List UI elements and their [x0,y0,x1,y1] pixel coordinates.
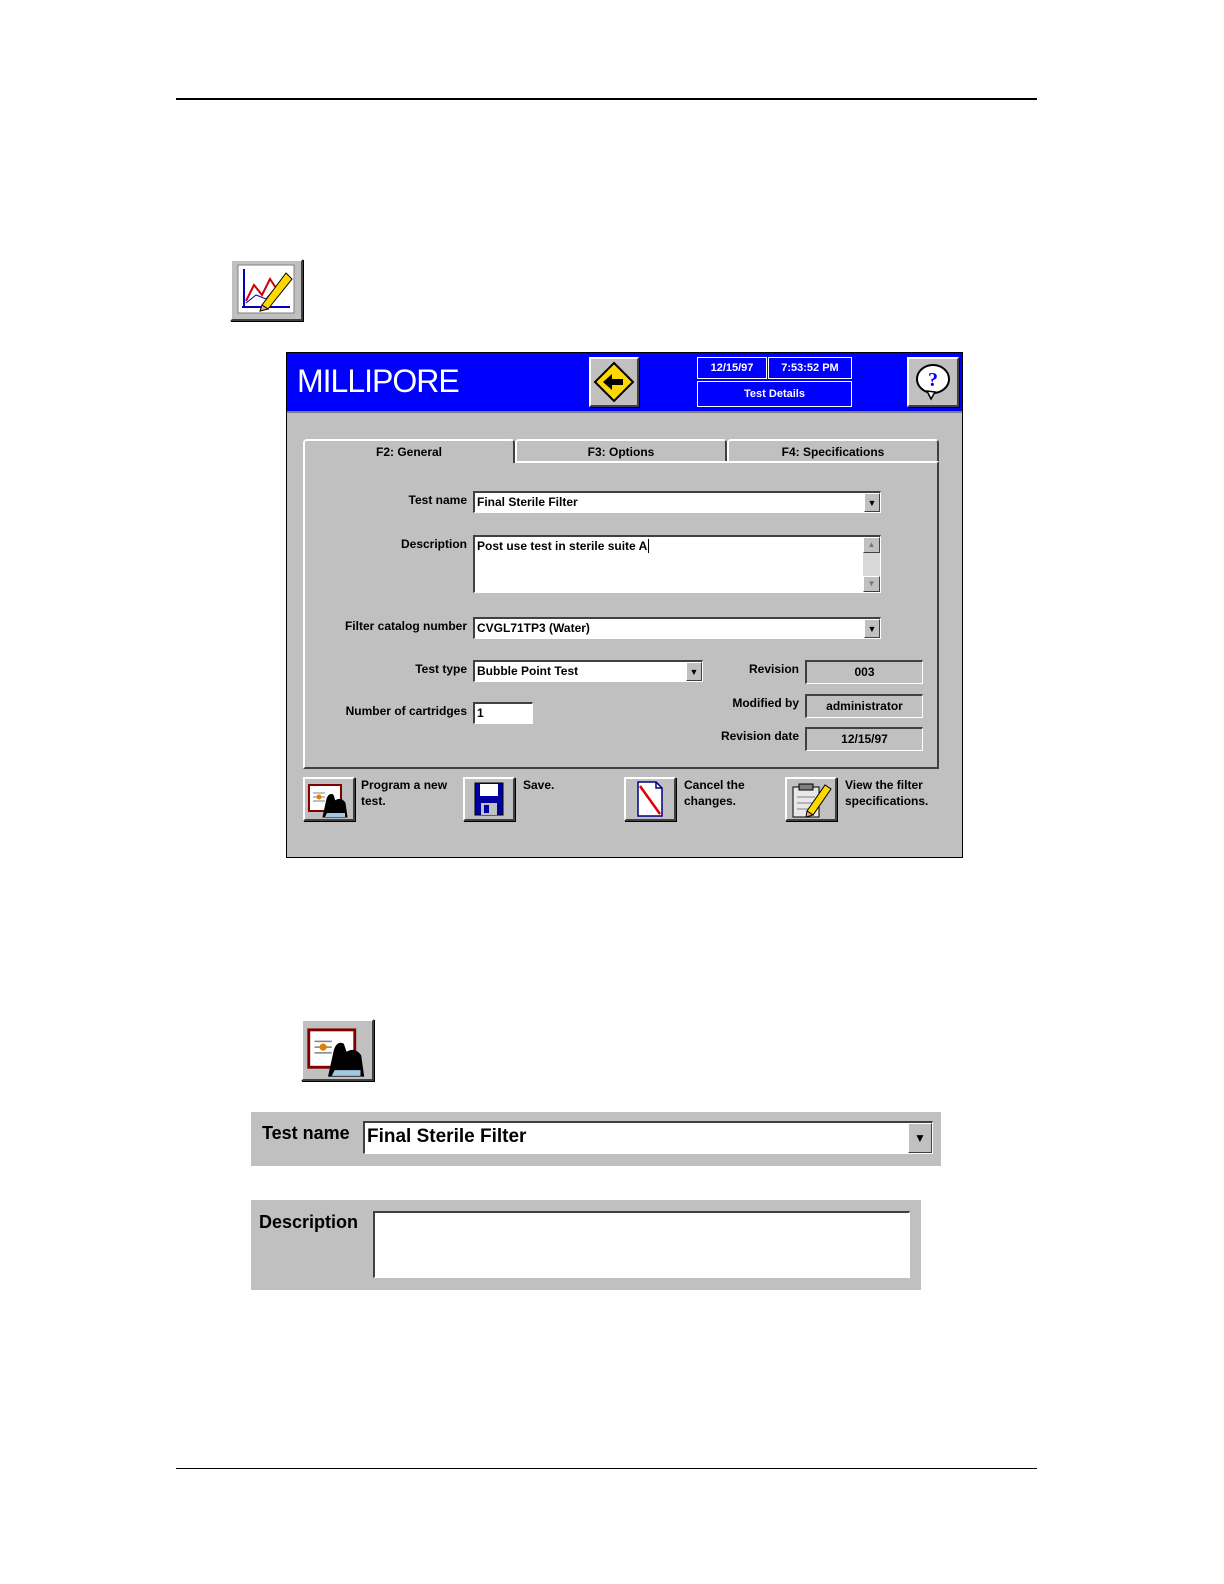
save-label: Save. [523,778,555,792]
svg-text:?: ? [928,369,938,391]
modified-by-value: administrator [805,694,923,718]
arrow-left-icon [591,359,637,405]
text-cursor [648,539,652,553]
scroll-up-icon[interactable]: ▲ [863,537,880,553]
bottom-rule [176,1468,1037,1469]
chevron-down-icon: ▼ [867,498,877,508]
chevron-down-icon: ▼ [689,667,699,677]
test-name-zoom [251,1112,941,1166]
title-bar [287,353,962,413]
question-mark-icon [909,359,957,405]
zoom-description-label: Description [259,1212,359,1232]
chevron-down-icon: ▼ [867,624,877,634]
modified-by-label: Modified by [732,696,799,710]
zoom-test-name-dropdown-button[interactable] [908,1123,932,1153]
description-zoom [251,1200,921,1290]
filter-catalog-dropdown-button[interactable] [864,619,880,638]
test-name-field[interactable] [473,491,881,513]
touch-hand-icon [305,779,353,819]
test-type-value: Bubble Point Test [477,664,579,678]
cancel-page-icon [626,779,674,819]
program-new-test-icon-button[interactable] [301,1019,374,1081]
tab-options[interactable]: F3: Options [515,439,727,461]
time-display: 7:53:52 PM [768,357,852,379]
zoom-test-name-value: Final Sterile Filter [367,1126,527,1147]
cancel-changes-label: Cancel the changes. [684,778,745,808]
chevron-down-icon: ▼ [914,1131,926,1145]
top-rule [176,98,1037,100]
view-specifications-label: View the filter specifications. [845,778,929,808]
cartridges-label: Number of cartridges [345,704,467,718]
test-name-dropdown-button[interactable] [864,493,880,512]
date-display: 12/15/97 [697,357,767,379]
description-scrollbar[interactable] [863,537,880,592]
filter-catalog-field[interactable] [473,617,881,639]
view-specifications-button[interactable] [785,777,837,821]
test-type-field[interactable] [473,660,703,682]
filter-catalog-value: CVGL71TP3 (Water) [477,621,590,635]
app-logo: MILLIPORE [297,363,459,399]
clipboard-pencil-icon [787,779,835,819]
back-button[interactable] [589,357,639,407]
revision-date-value: 12/15/97 [805,727,923,751]
description-label: Description [400,537,467,551]
tab-specifications[interactable]: F4: Specifications [727,439,939,461]
general-panel [303,461,939,769]
save-button[interactable] [463,777,515,821]
description-field[interactable] [473,535,881,593]
revision-value: 003 [805,660,923,684]
cartridges-field[interactable] [473,702,533,724]
tab-general[interactable]: F2: General [303,439,515,463]
program-new-test-label: Program a new test. [361,778,448,808]
program-new-test-button[interactable] [303,777,355,821]
test-type-label: Test type [415,662,467,676]
zoom-test-name-label: Test name [262,1123,350,1143]
floppy-disk-icon [465,779,513,819]
chart-pencil-icon [232,261,301,319]
test-details-window [286,352,963,858]
test-details-icon-button[interactable] [230,259,303,321]
screen-title: Test Details [697,381,852,407]
zoom-test-name-field[interactable] [363,1121,933,1154]
description-value: Post use test in sterile suite A [477,539,648,553]
test-name-label: Test name [408,493,467,507]
touch-hand-icon [303,1021,372,1079]
test-type-dropdown-button[interactable] [686,662,702,681]
cartridges-value: 1 [477,706,484,720]
cancel-changes-button[interactable] [624,777,676,821]
revision-label: Revision [748,662,799,676]
filter-catalog-label: Filter catalog number [344,619,467,633]
test-name-value: Final Sterile Filter [477,495,578,509]
revision-date-label: Revision date [720,729,799,743]
help-button[interactable] [907,357,959,407]
scroll-down-icon[interactable]: ▼ [863,576,880,592]
zoom-description-field[interactable] [373,1211,910,1278]
